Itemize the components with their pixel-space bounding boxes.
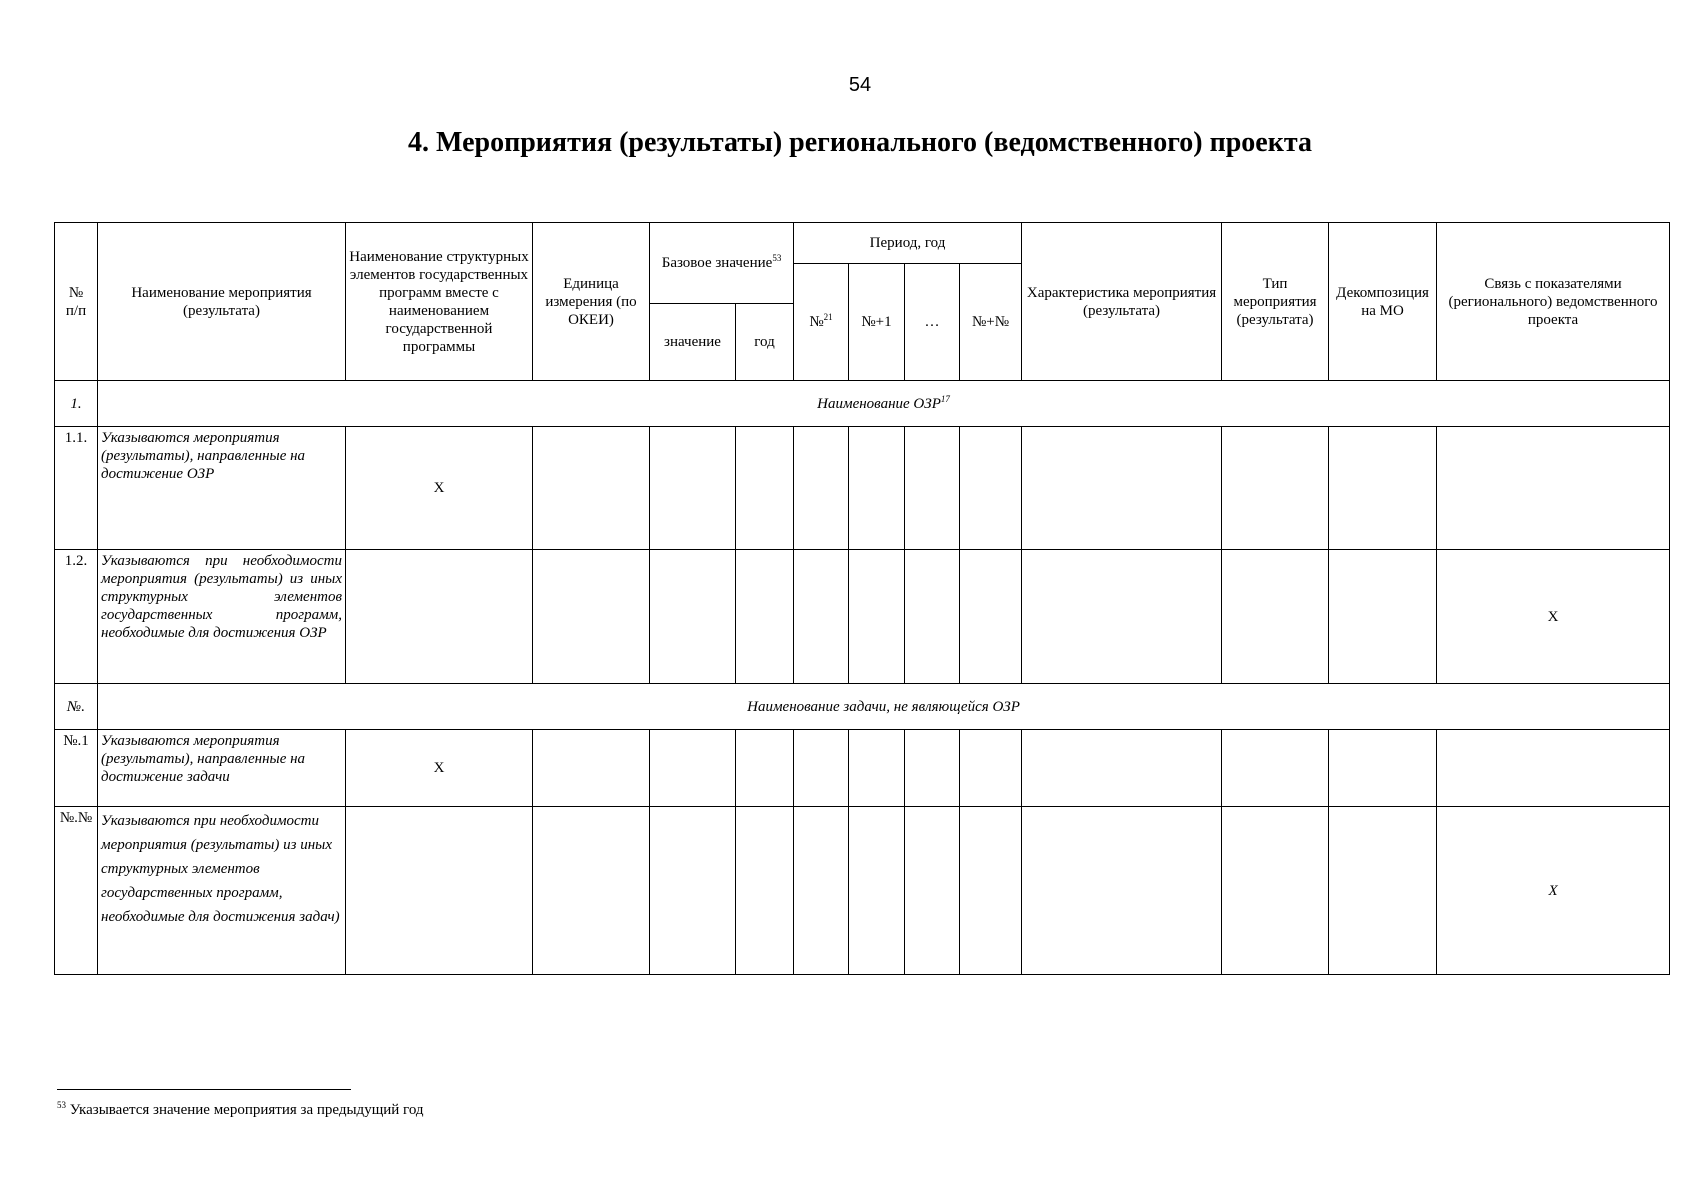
cell [905, 730, 960, 807]
header-base-value: значение [650, 304, 736, 381]
header-period-n-footnote-ref: 21 [823, 312, 833, 322]
cell [960, 730, 1022, 807]
footnote-text: Указывается значение мероприятия за предыдущий год [69, 1102, 424, 1118]
cell [794, 427, 849, 550]
cell [650, 730, 736, 807]
cell [650, 550, 736, 684]
header-period: Период, год [794, 223, 1022, 264]
header-period-n1: №+1 [849, 264, 905, 381]
table-row [55, 550, 1670, 684]
section-title-text: Наименование ОЗР [817, 395, 941, 412]
page-number: 54 [848, 74, 872, 96]
cell [794, 807, 849, 975]
table-row [55, 730, 1670, 807]
row-link-mark [1437, 730, 1670, 807]
header-type: Тип мероприятия (результата) [1222, 223, 1329, 381]
cell [650, 807, 736, 975]
header-row-1 [55, 223, 1670, 264]
row-num: №.1 [55, 730, 98, 807]
row-num: 1.1. [55, 427, 98, 550]
row-structural-mark: X [346, 427, 533, 550]
row-link-mark [1437, 427, 1670, 550]
cell [1022, 550, 1222, 684]
cell [1022, 807, 1222, 975]
section-title-text: Наименование задачи, не являющейся ОЗР [747, 698, 1020, 715]
cell [1329, 427, 1437, 550]
cell [1222, 807, 1329, 975]
row-link-mark: X [1437, 550, 1670, 684]
cell [650, 427, 736, 550]
header-num [55, 223, 98, 381]
cell [736, 550, 794, 684]
header-num-line2: п/п [65, 302, 87, 319]
cell [533, 730, 650, 807]
row-num: №.№ [55, 807, 98, 975]
header-link: Связь с показателями (регионального) ведомственного проекта [1437, 223, 1670, 381]
events-table [54, 222, 1670, 975]
cell [1222, 730, 1329, 807]
header-period-n-label: № [809, 314, 824, 330]
row-num: 1.2. [55, 550, 98, 684]
document-title: 4. Мероприятия (результаты) регионального (ведомственного) проекта [408, 127, 1312, 158]
header-name: Наименование мероприятия (результата) [98, 223, 346, 381]
cell [736, 730, 794, 807]
cell [905, 550, 960, 684]
header-base [650, 223, 794, 304]
table-row [55, 427, 1670, 550]
footnote-divider [57, 1089, 351, 1090]
cell [794, 730, 849, 807]
cell [1329, 730, 1437, 807]
table-row [55, 381, 1670, 427]
cell [533, 427, 650, 550]
header-characteristic: Характеристика мероприятия (результата) [1022, 223, 1222, 381]
footnote [57, 1102, 424, 1119]
cell [736, 427, 794, 550]
section-title [98, 381, 1670, 427]
cell [960, 807, 1022, 975]
cell [849, 550, 905, 684]
row-num: №. [55, 684, 98, 730]
header-base-footnote-ref: 53 [772, 253, 782, 263]
row-name: Указываются мероприятия (результаты), направленные на достижение ОЗР [98, 427, 346, 550]
cell [849, 730, 905, 807]
header-num-line1: № [68, 284, 84, 301]
table-row [55, 684, 1670, 730]
header-period-nn: №+№ [960, 264, 1022, 381]
row-structural-mark: X [346, 730, 533, 807]
cell [1022, 730, 1222, 807]
cell [794, 550, 849, 684]
cell [736, 807, 794, 975]
cell [849, 807, 905, 975]
cell [1329, 807, 1437, 975]
cell [1222, 427, 1329, 550]
cell [1022, 427, 1222, 550]
row-num: 1. [55, 381, 98, 427]
cell [960, 427, 1022, 550]
cell [849, 427, 905, 550]
header-base-year: год [736, 304, 794, 381]
row-name: Указываются при необходимости мероприятия (результаты) из иных структурных элементов государственных программ, необходимые для достижения задач) [98, 807, 346, 975]
header-base-label: Базовое значение [661, 255, 773, 271]
table-row [55, 807, 1670, 975]
row-structural-mark [346, 550, 533, 684]
footnote-number: 53 [57, 1100, 66, 1110]
cell [533, 550, 650, 684]
header-structural: Наименование структурных элементов государственных программ вместе с наименованием государственной программы [346, 223, 533, 381]
row-name: Указываются при необходимости мероприятия (результаты) из иных структурных элементов государственных программ, необходимые для достижения ОЗР [98, 550, 346, 684]
section-footnote-ref: 17 [940, 393, 950, 404]
cell [960, 550, 1022, 684]
header-period-ellipsis: … [905, 264, 960, 381]
header-decomposition: Декомпозиция на МО [1329, 223, 1437, 381]
row-link-mark: X [1437, 807, 1670, 975]
cell [905, 427, 960, 550]
section-title [98, 684, 1670, 730]
cell [1222, 550, 1329, 684]
cell [533, 807, 650, 975]
cell [1329, 550, 1437, 684]
header-unit: Единица измерения (по ОКЕИ) [533, 223, 650, 381]
row-structural-mark [346, 807, 533, 975]
cell [905, 807, 960, 975]
header-period-n [794, 264, 849, 381]
row-name: Указываются мероприятия (результаты), направленные на достижение задачи [98, 730, 346, 807]
